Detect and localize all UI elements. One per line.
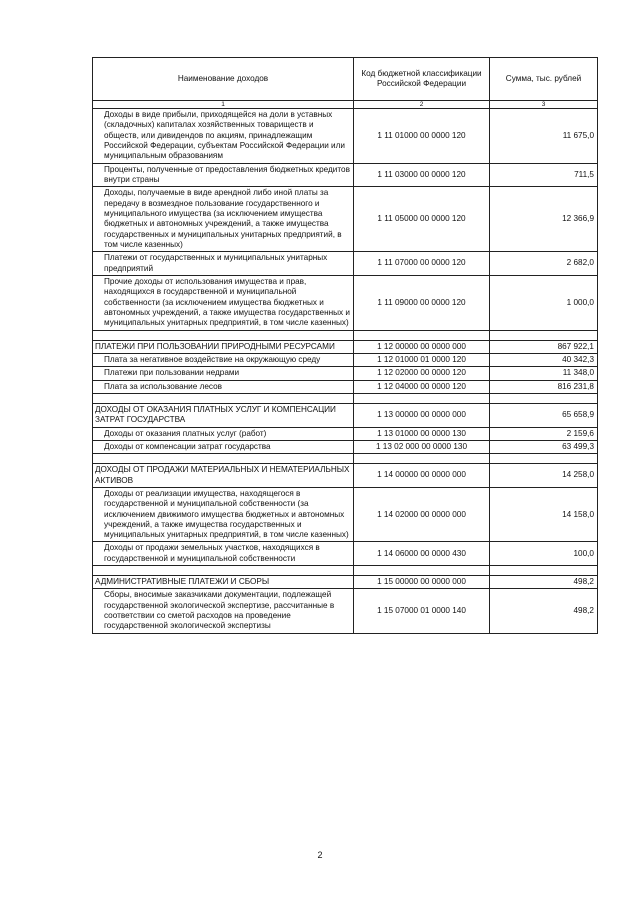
table-row (93, 440, 598, 453)
income-name: Доходы, получаемые в виде арендной либо иной платы за передачу в возмездное пользование государственного и муниципального имущества (за исключением имущества бюджетных и автономных учреждений, а также имущества государственных и муниципальных унитарных предприятий, в том числе казенных) (93, 187, 354, 252)
amount: 14 258,0 (490, 464, 598, 488)
spacer-cell (93, 566, 354, 576)
amount: 816 231,8 (490, 380, 598, 393)
classification-code: 1 14 00000 00 0000 000 (354, 464, 490, 488)
revenue-table (92, 57, 598, 634)
header-sum: Сумма, тыс. рублей (490, 58, 598, 101)
income-name: Плата за использование лесов (93, 380, 354, 393)
table-row (93, 109, 598, 164)
spacer-cell (490, 454, 598, 464)
spacer-row (93, 454, 598, 464)
classification-code: 1 12 04000 00 0000 120 (354, 380, 490, 393)
classification-code: 1 11 07000 00 0000 120 (354, 252, 490, 276)
classification-code: 1 11 05000 00 0000 120 (354, 187, 490, 252)
classification-code: 1 13 01000 00 0000 130 (354, 427, 490, 440)
amount: 498,2 (490, 589, 598, 633)
income-name: ДОХОДЫ ОТ ПРОДАЖИ МАТЕРИАЛЬНЫХ И НЕМАТЕРИАЛЬНЫХ АКТИВОВ (93, 464, 354, 488)
income-name: Платежи от государственных и муниципальных унитарных предприятий (93, 252, 354, 276)
classification-code: 1 13 02 000 00 0000 130 (354, 440, 490, 453)
page-number: 2 (317, 850, 323, 860)
table-row (93, 353, 598, 366)
spacer-cell (490, 393, 598, 403)
classification-code: 1 15 00000 00 0000 000 (354, 576, 490, 589)
amount: 63 499,3 (490, 440, 598, 453)
amount: 867 922,1 (490, 340, 598, 353)
category-row (93, 576, 598, 589)
header-code: Код бюджетной классификации Российской Федерации (354, 58, 490, 101)
spacer-cell (93, 330, 354, 340)
header-name: Наименование доходов (93, 58, 354, 101)
classification-code: 1 11 09000 00 0000 120 (354, 275, 490, 330)
spacer-cell (354, 454, 490, 464)
classification-code: 1 14 06000 00 0000 430 (354, 542, 490, 566)
table-row (93, 542, 598, 566)
amount: 498,2 (490, 576, 598, 589)
income-name: ДОХОДЫ ОТ ОКАЗАНИЯ ПЛАТНЫХ УСЛУГ И КОМПЕНСАЦИИ ЗАТРАТ ГОСУДАРСТВА (93, 403, 354, 427)
income-name: Доходы от продажи земельных участков, находящихся в государственной и муниципальной собственности (93, 542, 354, 566)
spacer-cell (354, 330, 490, 340)
table-row (93, 427, 598, 440)
table-row (93, 187, 598, 252)
classification-code: 1 12 02000 00 0000 120 (354, 367, 490, 380)
spacer-row (93, 330, 598, 340)
amount: 2 159,6 (490, 427, 598, 440)
column-number: 1 (93, 101, 354, 109)
table-row (93, 163, 598, 187)
amount: 65 658,9 (490, 403, 598, 427)
income-name: ПЛАТЕЖИ ПРИ ПОЛЬЗОВАНИИ ПРИРОДНЫМИ РЕСУРСАМИ (93, 340, 354, 353)
amount: 711,5 (490, 163, 598, 187)
income-name: Сборы, вносимые заказчиками документации, подлежащей государственной экологической экспертизе, рассчитанные в соответствии со сметой расходов на проведение государственной экологической экспертизы (93, 589, 354, 633)
income-name: Платежи при пользовании недрами (93, 367, 354, 380)
amount: 11 675,0 (490, 109, 598, 164)
income-name: Доходы от оказания платных услуг (работ) (93, 427, 354, 440)
spacer-cell (354, 566, 490, 576)
table-body (93, 109, 598, 634)
spacer-cell (93, 454, 354, 464)
header-row (93, 58, 598, 101)
amount: 100,0 (490, 542, 598, 566)
classification-code: 1 13 00000 00 0000 000 (354, 403, 490, 427)
classification-code: 1 11 03000 00 0000 120 (354, 163, 490, 187)
spacer-cell (490, 330, 598, 340)
classification-code: 1 14 02000 00 0000 000 (354, 487, 490, 542)
amount: 2 682,0 (490, 252, 598, 276)
income-name: Доходы от компенсации затрат государства (93, 440, 354, 453)
table-row (93, 487, 598, 542)
income-name: Доходы в виде прибыли, приходящейся на доли в уставных (складочных) капиталах хозяйственных товариществ и обществ, или дивидендов по акциям, принадлежащим Российской Федерации, субъектам Российской Федерации или муниципальным образованиям (93, 109, 354, 164)
spacer-cell (490, 566, 598, 576)
classification-code: 1 12 01000 01 0000 120 (354, 353, 490, 366)
amount: 12 366,9 (490, 187, 598, 252)
classification-code: 1 11 01000 00 0000 120 (354, 109, 490, 164)
classification-code: 1 12 00000 00 0000 000 (354, 340, 490, 353)
table-row (93, 367, 598, 380)
amount: 11 348,0 (490, 367, 598, 380)
category-row (93, 340, 598, 353)
column-number: 2 (354, 101, 490, 109)
amount: 40 342,3 (490, 353, 598, 366)
amount: 14 158,0 (490, 487, 598, 542)
income-name: Проценты, полученные от предоставления бюджетных кредитов внутри страны (93, 163, 354, 187)
table-row (93, 589, 598, 633)
income-name: Доходы от реализации имущества, находящегося в государственной и муниципальной собственности (за исключением движимого имущества бюджетных и автономных учреждений, а также имущества государственных и муниципальных унитарных предприятий, в том числе казенных) (93, 487, 354, 542)
column-number: 3 (490, 101, 598, 109)
column-number-row (93, 101, 598, 109)
income-name: Прочие доходы от использования имущества и прав, находящихся в государственной и муниципальной собственности (за исключением имущества бюджетных и автономных учреждений, а также имущества государственных и муниципальных унитарных предприятий, в том числе казенных) (93, 275, 354, 330)
income-name: АДМИНИСТРАТИВНЫЕ ПЛАТЕЖИ И СБОРЫ (93, 576, 354, 589)
category-row (93, 464, 598, 488)
classification-code: 1 15 07000 01 0000 140 (354, 589, 490, 633)
income-name: Плата за негативное воздействие на окружающую среду (93, 353, 354, 366)
table-row (93, 275, 598, 330)
amount: 1 000,0 (490, 275, 598, 330)
spacer-row (93, 393, 598, 403)
category-row (93, 403, 598, 427)
spacer-cell (93, 393, 354, 403)
spacer-row (93, 566, 598, 576)
table-row (93, 380, 598, 393)
spacer-cell (354, 393, 490, 403)
table-row (93, 252, 598, 276)
